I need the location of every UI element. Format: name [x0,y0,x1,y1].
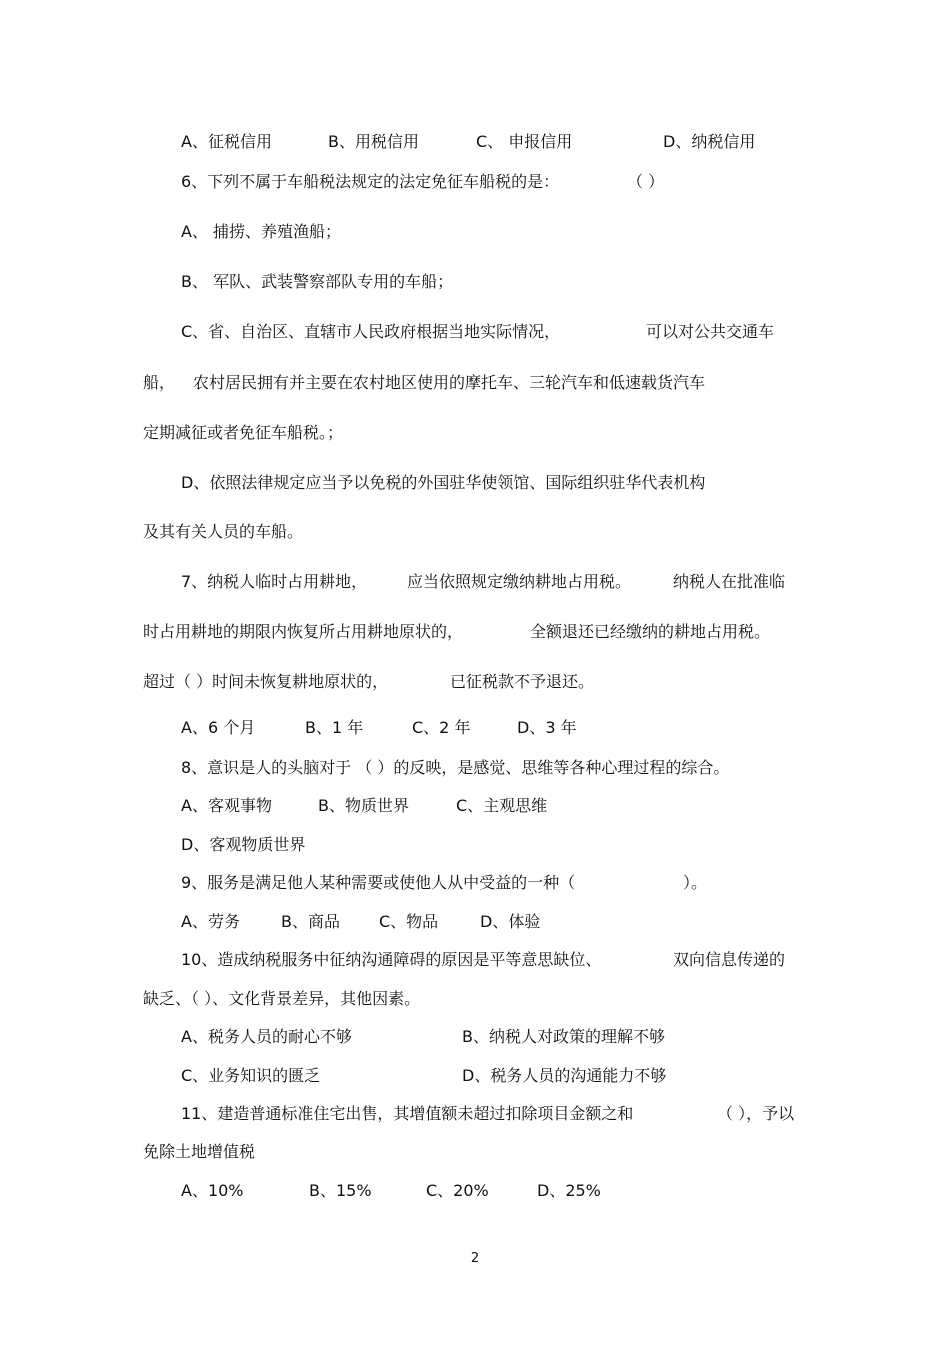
q6-option-c-line1-end: 可以对公共交通车 [646,322,775,341]
q6-option-c-line2-start: 船， [143,373,176,392]
q5-option-a: A、征税信用 [181,132,272,151]
q6-option-d-line2: 及其有关人员的车船。 [143,522,304,541]
q5-option-c: C、 申报信用 [476,132,573,151]
q11-stem-part2: （ ），予以 [717,1104,795,1123]
q7-stem-part7: 已征税款不予退还。 [450,672,595,691]
q10-stem-part2: 双向信息传递的 [673,950,786,969]
q7-stem-part2: 应当依照规定缴纳耕地占用税。 [407,572,632,591]
q7-stem-part1: 7、纳税人临时占用耕地， [181,572,368,591]
q7-option-b: B、1 年 [305,718,364,737]
q7-option-c: C、2 年 [412,718,471,737]
q11-option-d: D、25% [537,1181,601,1200]
q8-option-b: B、物质世界 [318,796,409,815]
q6-blank: （ ） [627,172,665,191]
q5-option-d: D、纳税信用 [663,132,756,151]
q6-option-c-line2: 农村居民拥有并主要在农村地区使用的摩托车、三轮汽车和低速载货汽车 [193,373,706,392]
q7-stem-part3: 纳税人在批准临 [673,572,786,591]
q7-option-a: A、6 个月 [181,718,256,737]
q11-option-a: A、10% [181,1181,244,1200]
q9-option-c: C、物品 [379,912,439,931]
q7-stem-part6: 超过（ ）时间未恢复耕地原状的， [143,672,389,691]
q6-option-d-line1: D、依照法律规定应当予以免税的外国驻华使领馆、国际组织驻华代表机构 [181,473,706,492]
q11-stem-part3: 免除土地增值税 [143,1142,256,1161]
q9-option-a: A、劳务 [181,912,240,931]
q6-stem: 6、下列不属于车船税法规定的法定免征车船税的是： [181,172,560,191]
page-number: 2 [470,1251,480,1266]
q11-option-b: B、15% [309,1181,372,1200]
q7-option-d: D、3 年 [517,718,577,737]
q6-option-a: A、 捕捞、养殖渔船； [181,222,342,241]
q11-option-c: C、20% [426,1181,489,1200]
q9-stem: 9、服务是满足他人某种需要或使他人从中受益的一种（ [181,873,576,892]
q10-option-c: C、业务知识的匮乏 [181,1066,321,1085]
q7-stem-part4: 时占用耕地的期限内恢复所占用耕地原状的， [143,622,464,641]
q8-option-c: C、主观思维 [456,796,548,815]
q6-option-c-line3: 定期减征或者免征车船税。； [143,423,344,442]
q10-option-d: D、税务人员的沟通能力不够 [462,1066,667,1085]
q9-option-d: D、体验 [480,912,541,931]
q9-stem-end: ）。 [683,873,708,892]
q5-option-b: B、用税信用 [328,132,419,151]
q9-option-b: B、商品 [281,912,340,931]
q6-option-c-line1: C、省、自治区、直辖市人民政府根据当地实际情况， [181,322,561,341]
q6-option-b: B、 军队、武装警察部队专用的车船； [181,272,454,291]
q11-stem-part1: 11、建造普通标准住宅出售，其增值额未超过扣除项目金额之和 [181,1104,634,1123]
q8-option-a: A、客观事物 [181,796,272,815]
q10-stem-part3: 缺乏、（ ）、文化背景差异，其他因素。 [143,989,421,1008]
q7-stem-part5: 全额退还已经缴纳的耕地占用税。 [530,622,771,641]
q8-stem: 8、意识是人的头脑对于 （ ）的反映，是感觉、思维等各种心理过程的综合。 [181,758,730,777]
q8-option-d: D、客观物质世界 [181,835,306,854]
q10-option-b: B、纳税人对政策的理解不够 [462,1027,665,1046]
q10-stem-part1: 10、造成纳税服务中征纳沟通障碍的原因是平等意思缺位、 [181,950,602,969]
q10-option-a: A、税务人员的耐心不够 [181,1027,352,1046]
